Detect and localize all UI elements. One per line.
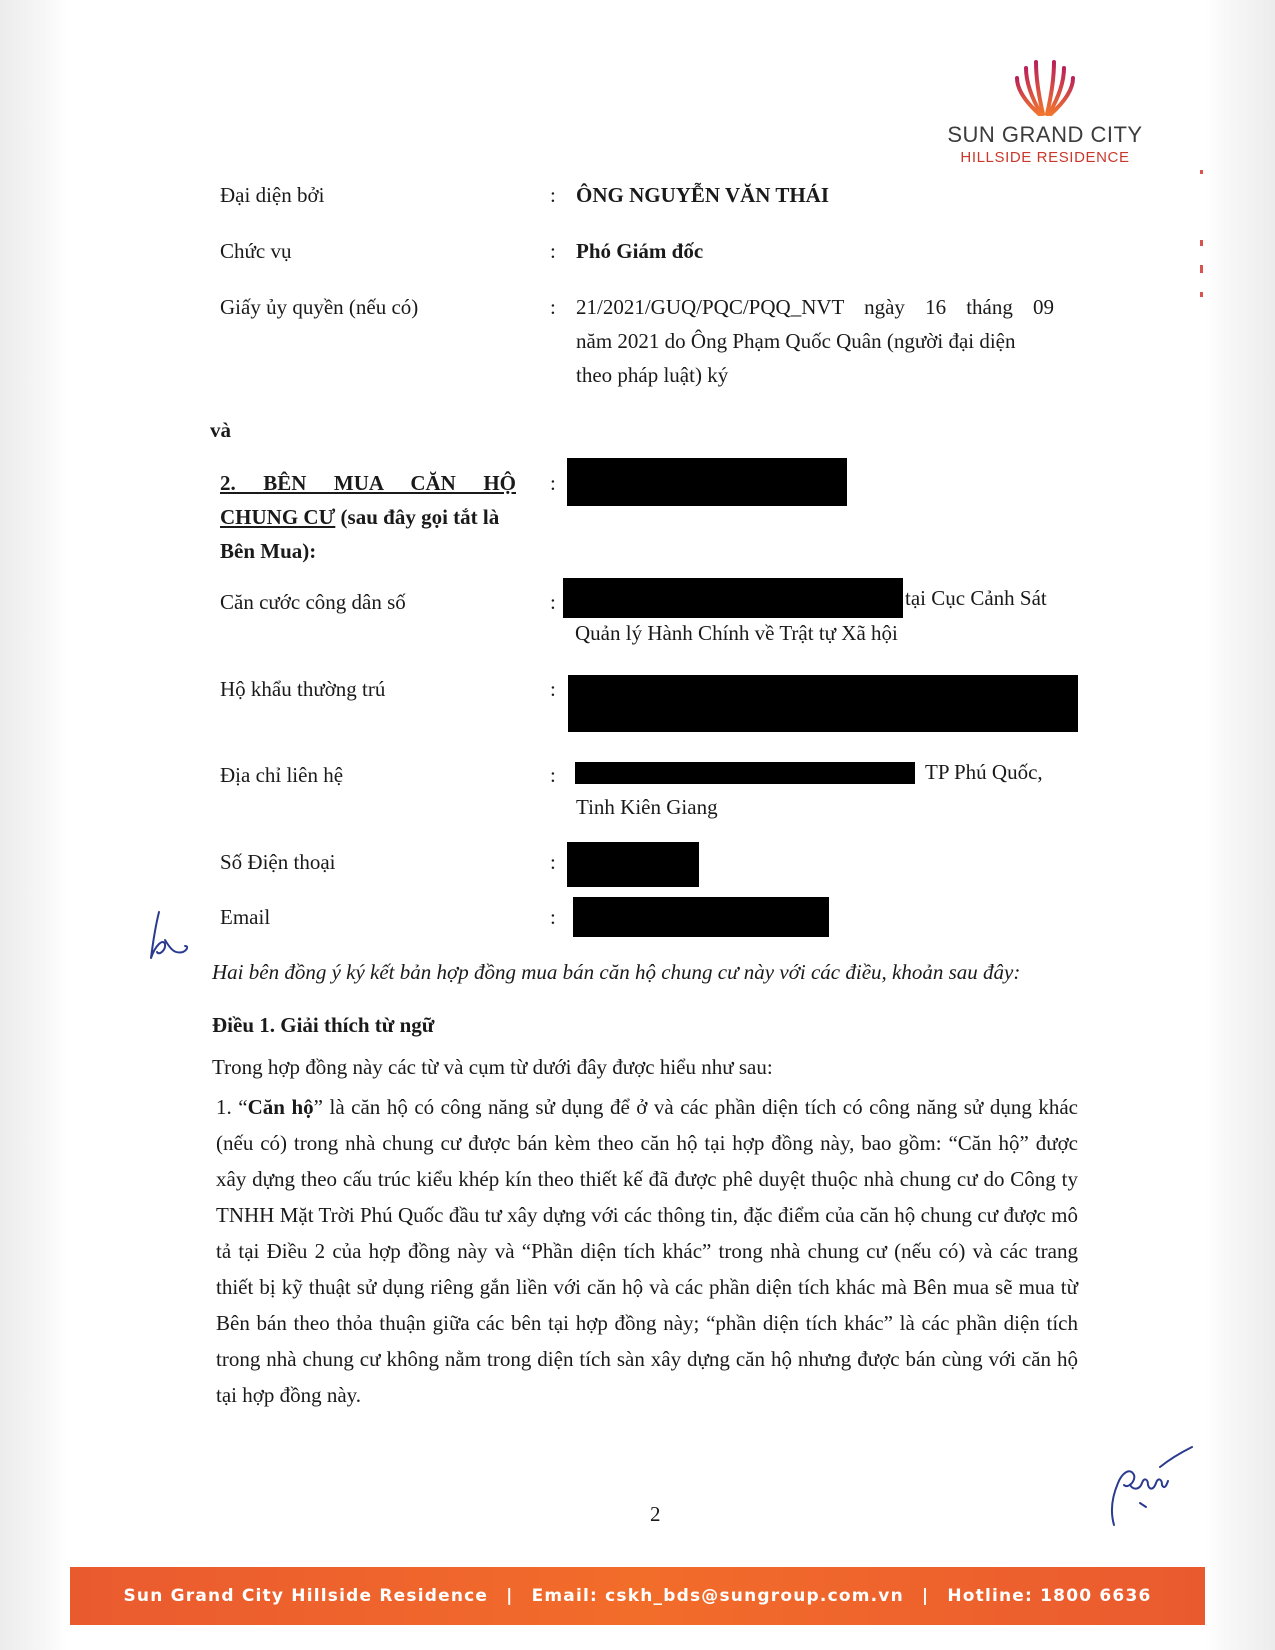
colon: : bbox=[550, 183, 556, 207]
id-card-issuer-1: tại Cục Cảnh Sát bbox=[905, 586, 1047, 610]
scan-margin-left bbox=[0, 0, 66, 1650]
id-card-label: Căn cước công dân số bbox=[220, 590, 406, 614]
contact-label: Địa chỉ liên hệ bbox=[220, 763, 344, 787]
poa-label: Giấy ủy quyền (nếu có) bbox=[220, 295, 419, 319]
email-label: Email bbox=[220, 905, 271, 929]
scan-margin-right bbox=[1205, 0, 1275, 1650]
colon: : bbox=[550, 763, 556, 787]
colon: : bbox=[550, 471, 556, 495]
footer-company-name: Sun Grand City Hillside Residence bbox=[123, 1586, 489, 1606]
agreement-text: Hai bên đồng ý ký kết bản hợp đồng mua bán căn hộ chung cư này với các điều, khoản sau đây: bbox=[212, 960, 1021, 984]
colon: : bbox=[550, 677, 556, 701]
logo-brand-text: SUN GRAND CITY bbox=[947, 122, 1143, 147]
item-body: ” là căn hộ có công năng sử dụng để ở và các phần diện tích có công năng sử dụng khác (nếu có) trong nhà chung cư được bán kèm theo căn hộ tại hợp đồng này, bao gồm: “Căn hộ” được xây dựng theo cấu trúc kiểu khép kín theo thiết kế đã được phê duyệt thuộc nhà chung cư do Công ty TNHH Mặt Trời Phú Quốc đầu tư xây dựng với các thông tin, đặc điểm của căn hộ chung cư được mô tả tại Điều 2 của hợp đồng này và “Phần diện tích khác” trong nhà chung cư (nếu có) và các trang thiết bị kỹ thuật sử dụng riêng gắn liền với căn hộ và các phần diện tích khác mà Bên mua sẽ mua từ Bên bán theo thỏa thuận giữa các bên tại hợp đồng này; “phần diện tích khác” là các phần diện tích trong nhà chung cư không nằm trong diện tích sàn xây dựng căn hộ nhưng được bán cùng với căn hộ tại hợp đồng này. bbox=[216, 1095, 1078, 1407]
poa-line-2: năm 2021 do Ông Phạm Quốc Quân (người đại diện bbox=[576, 329, 1016, 353]
redacted-phone bbox=[567, 842, 699, 887]
scan-mark bbox=[1200, 292, 1203, 297]
footer-separator: | bbox=[506, 1586, 514, 1606]
item-term: Căn hộ bbox=[247, 1095, 314, 1119]
contact-line-1-end: TP Phú Quốc, bbox=[925, 760, 1043, 784]
article-1-item-1 bbox=[216, 1089, 1078, 1413]
colon: : bbox=[550, 295, 556, 319]
contact-line-2: Tinh Kiên Giang bbox=[576, 795, 718, 819]
footer-email[interactable]: Email: cskh_bds@sungroup.com.vn bbox=[531, 1586, 904, 1606]
company-logo bbox=[935, 54, 1155, 166]
colon: : bbox=[550, 905, 556, 929]
article-1-intro: Trong hợp đồng này các từ và cụm từ dưới đây được hiểu như sau: bbox=[212, 1055, 773, 1079]
buyer-heading-line-3: Bên Mua): bbox=[220, 539, 317, 563]
scan-mark bbox=[1200, 170, 1203, 174]
colon: : bbox=[550, 239, 556, 263]
redacted-email bbox=[573, 897, 829, 937]
position-value: Phó Giám đốc bbox=[576, 239, 704, 263]
id-card-issuer-2: Quản lý Hành Chính về Trật tự Xã hội bbox=[575, 621, 898, 645]
rep-value: ÔNG NGUYỄN VĂN THÁI bbox=[576, 183, 830, 207]
redacted-id-number bbox=[563, 578, 903, 618]
shell-logo-icon bbox=[1010, 54, 1080, 116]
signature-right bbox=[1100, 1445, 1195, 1530]
colon: : bbox=[550, 590, 556, 614]
item-prefix: 1. “ bbox=[216, 1095, 248, 1119]
residence-label: Hộ khẩu thường trú bbox=[220, 677, 386, 701]
poa-line-3: theo pháp luật) ký bbox=[576, 363, 729, 387]
initials-signature-left bbox=[145, 910, 193, 962]
buyer-heading-line-2 bbox=[220, 500, 499, 535]
redacted-residence bbox=[568, 675, 1078, 732]
rep-label: Đại diện bởi bbox=[220, 183, 325, 207]
article-1-title: Điều 1. Giải thích từ ngữ bbox=[212, 1013, 435, 1037]
page-number: 2 bbox=[650, 1502, 661, 1526]
footer-hotline[interactable]: Hotline: 1800 6636 bbox=[947, 1586, 1152, 1606]
redacted-buyer-name bbox=[567, 458, 847, 506]
buyer-heading-underlined: CHUNG CƯ bbox=[220, 505, 336, 529]
scan-mark bbox=[1200, 265, 1203, 273]
poa-line-1: 21/2021/GUQ/PQC/PQQ_NVT ngày 16 tháng 09 bbox=[576, 295, 1054, 319]
footer-separator: | bbox=[921, 1586, 930, 1606]
scan-mark bbox=[1200, 240, 1203, 246]
footer-bar bbox=[70, 1567, 1205, 1625]
buyer-heading: 2. BÊN MUA CĂN HỘ bbox=[220, 471, 516, 495]
buyer-heading-note: (sau đây gọi tắt là bbox=[335, 505, 500, 529]
redacted-contact-address bbox=[575, 762, 915, 784]
position-label: Chức vụ bbox=[220, 239, 292, 263]
colon: : bbox=[550, 850, 556, 874]
phone-label: Số Điện thoại bbox=[220, 850, 336, 874]
logo-sub-text: HILLSIDE RESIDENCE bbox=[960, 149, 1130, 166]
and-word: và bbox=[210, 418, 231, 442]
